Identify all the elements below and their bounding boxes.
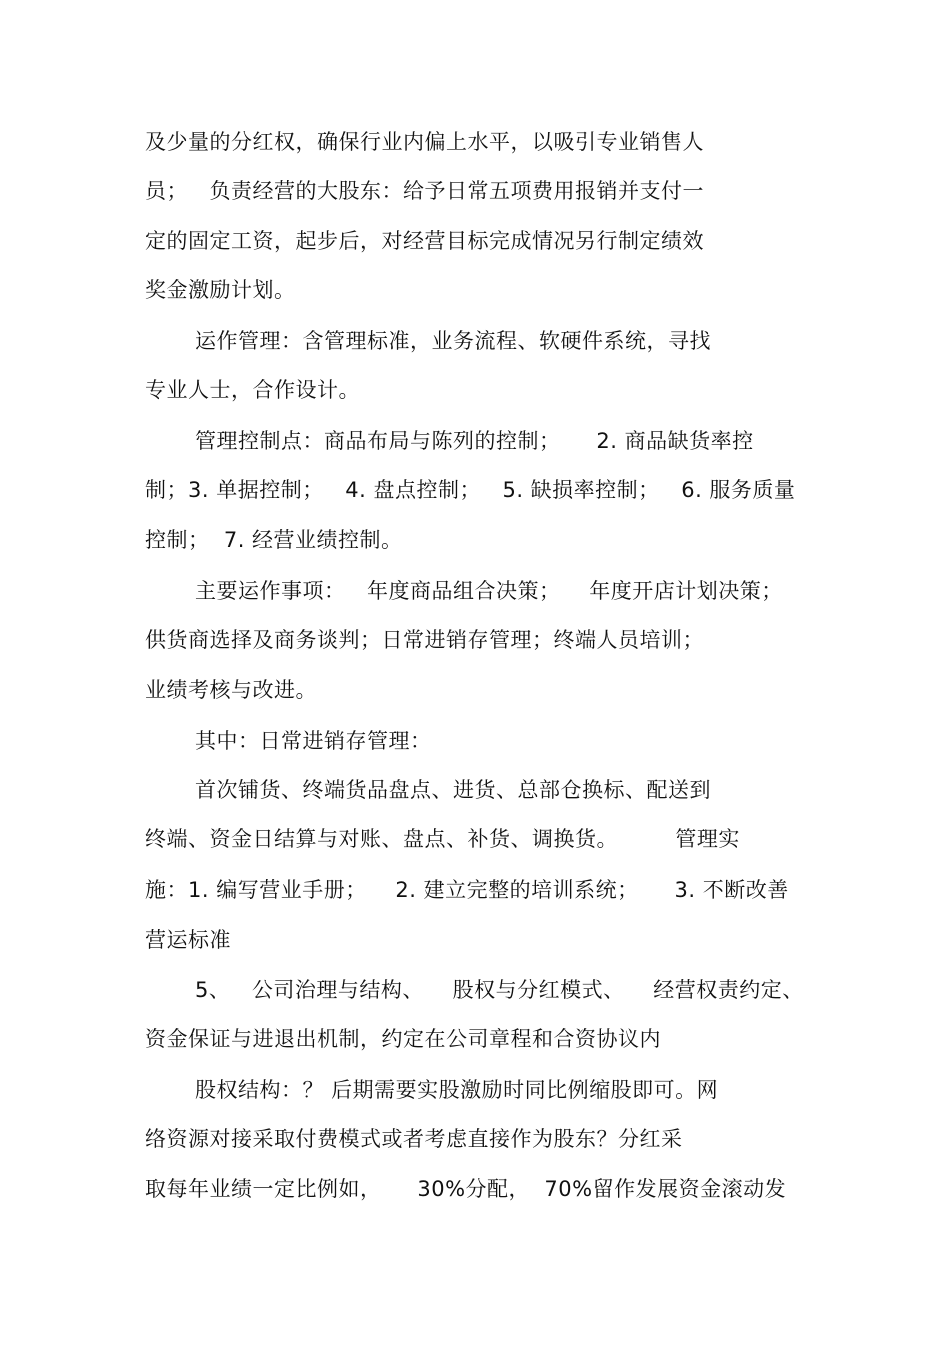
- text-line: 供货商选择及商务谈判；日常进销存管理；终端人员培训；: [145, 628, 704, 652]
- text-line: 制；3. 单据控制； 4. 盘点控制； 5. 缺损率控制； 6. 服务质量: [145, 478, 796, 502]
- text-line: 施：1. 编写营业手册； 2. 建立完整的培训系统； 3. 不断改善: [145, 878, 789, 902]
- text-line: 运作管理：含管理标准，业务流程、软硬件系统，寻找: [195, 329, 711, 353]
- text-line: 5、 公司治理与结构、 股权与分红模式、 经营权责约定、: [195, 978, 804, 1002]
- text-line: 员； 负责经营的大股东：给予日常五项费用报销并支付一: [145, 179, 705, 203]
- text-line: 控制； 7. 经营业绩控制。: [145, 528, 403, 552]
- text-line: 股权结构：？ 后期需要实股激励时同比例缩股即可。网: [195, 1078, 719, 1102]
- text-line: 管理控制点：商品布局与陈列的控制； 2. 商品缺货率控: [195, 429, 754, 453]
- text-line: 其中：日常进销存管理：: [195, 729, 432, 753]
- text-line: 络资源对接采取付费模式或者考虑直接作为股东？分红采: [145, 1127, 683, 1151]
- text-line: 定的固定工资，起步后，对经营目标完成情况另行制定绩效: [145, 229, 704, 253]
- text-line: 奖金激励计划。: [145, 278, 296, 302]
- text-line: 营运标准: [145, 928, 231, 952]
- text-line: 及少量的分红权，确保行业内偏上水平，以吸引专业销售人: [145, 130, 704, 154]
- text-line: 专业人士，合作设计。: [145, 378, 360, 402]
- text-line: 业绩考核与改进。: [145, 678, 317, 702]
- text-line: 主要运作事项： 年度商品组合决策； 年度开店计划决策；: [195, 579, 783, 603]
- text-line: 首次铺货、终端货品盘点、进货、总部仓换标、配送到: [195, 778, 711, 802]
- text-line: 终端、资金日结算与对账、盘点、补货、调换货。 管理实: [145, 827, 740, 851]
- text-line: 取每年业绩一定比例如， 30%分配， 70%留作发展资金滚动发: [145, 1177, 787, 1201]
- text-line: 资金保证与进退出机制，约定在公司章程和合资协议内: [145, 1027, 661, 1051]
